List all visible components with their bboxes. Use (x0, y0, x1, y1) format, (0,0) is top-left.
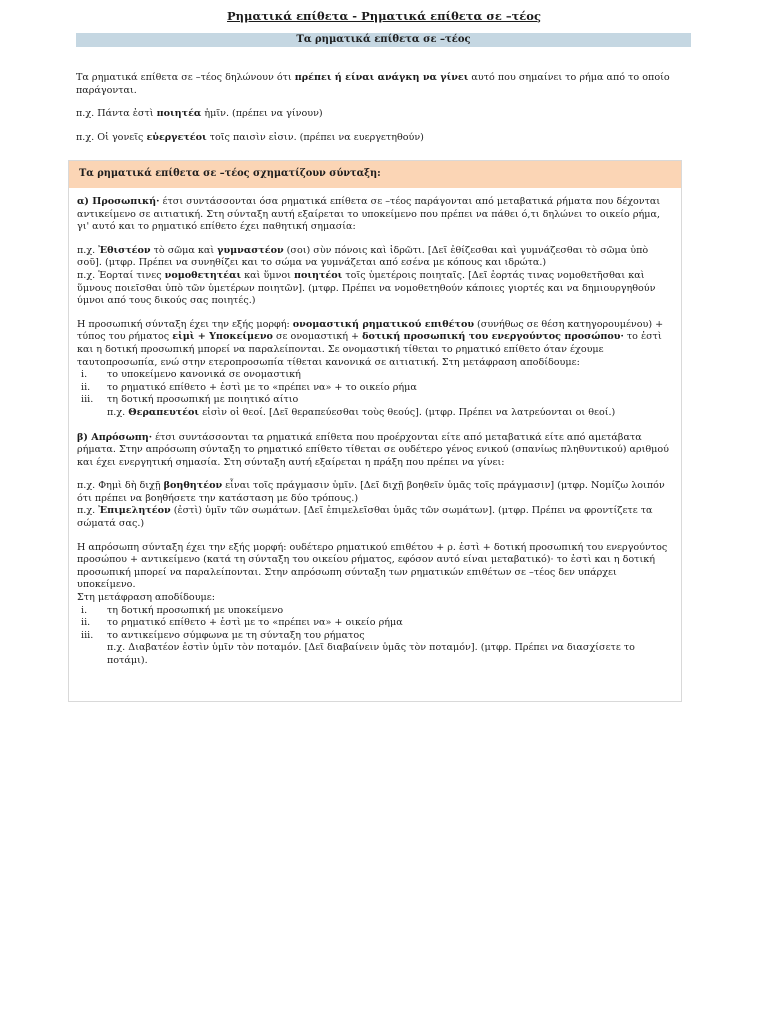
ex-a1-keyword-2: γυμναστέον (217, 244, 284, 256)
form-a-bold-d: εἰμὶ + Υποκείμενο (172, 331, 273, 343)
ex-b1-text: εἶναι τοῖς πράγμασιν ὑμῖν. [Δεῖ διχῇ βοηθεῖν ὑμᾶς τοῖς πράγμασιν] (μτφρ. Νομίζω λοιπόν ότι πρέπει να βοηθήσετε την κατάσταση με δύο τρόπους.) (77, 480, 665, 504)
list-item-text: το ρηματικό επίθετο + ἐστὶ με το «πρέπει να» + το οικείο ρήμα (107, 381, 417, 393)
intro-text-a: Τα ρηματικά επίθετα σε –τέος δηλώνουν ότι (76, 72, 295, 83)
ex-b2-prefix: π.χ. (77, 505, 99, 517)
syntax-box-heading: Τα ρηματικά επίθετα σε –τέος σχηματίζουν σύνταξη: (69, 161, 681, 188)
intro-example-2 (76, 132, 690, 145)
ex-a2-text-1: καὶ ὕμνοι (241, 269, 294, 281)
form-a-text-e: σε ονομαστική + (272, 331, 363, 343)
ex1-text-a: π.χ. Πάντα ἐστὶ (76, 108, 157, 120)
list-item (77, 605, 673, 618)
ex-a3-text: εἰσὶν οἱ θεοί. [Δεῖ θεραπεύεσθαι τοὺς θεούς]. (μτφρ. Πρέπει να λατρεύονται οι θεοί.) (199, 406, 616, 418)
ex-a1-text-1: τὸ σῶμα καὶ (150, 244, 218, 256)
ex-a2-keyword-2: ποιητέοι (293, 269, 343, 281)
list-item (77, 394, 673, 407)
ex-b1-keyword: βοηθητέον (163, 480, 223, 492)
personal-syntax-paragraph (77, 196, 673, 234)
ex-b2-text: (ἐστὶ) ὑμῖν τῶν σωμάτων. [Δεῖ ἐπιμελεῖσθαι ὑμᾶς τῶν σωμάτων]. (μτφρ. Πρέπει να φροντίζετε τα σώματά σας.) (77, 505, 653, 530)
section-subtitle: Τα ρηματικά επίθετα σε –τέος (76, 33, 691, 47)
list-number: i. (81, 369, 88, 381)
list-item-text: τη δοτική προσωπική με ποιητικό αίτιο (107, 394, 299, 406)
ex-a1-prefix: π.χ. (77, 244, 99, 256)
ex-a3-keyword: Θεραπευτέοι (128, 406, 200, 418)
syntax-box-body (69, 188, 681, 668)
impersonal-syntax-text: έτσι συντάσσονται τα ρηματικά επίθετα που προέρχονται είτε από μεταβατικά είτε από αμετάβατα ρήματα. Στην απρόσωπη σύνταξη το ρηματικό επίθετο τίθεται σε ουδέτερο γένος ενικού (σπανίως πληθυντικού) αριθμού και έχει ενεργητική σημασία. Στη σύνταξη αυτή εξαίρεται η πράξη που πρέπει να γίνει: (77, 431, 669, 468)
ex2-text-c: τοῖς παισὶν εἰσιν. (πρέπει να ευεργετηθούν) (206, 131, 424, 143)
list-number: ii. (81, 381, 91, 393)
page-title (0, 9, 768, 23)
intro-section (76, 72, 690, 155)
impersonal-syntax-label: β) Απρόσωπη· (77, 431, 153, 443)
personal-form-paragraph (77, 319, 673, 369)
list-number: ii. (81, 617, 91, 629)
form-a-bold-f: δοτική προσωπική του ενεργούντος προσώπου· (362, 331, 624, 343)
form-b-text: Η απρόσωπη σύνταξη έχει την εξής μορφή: ουδέτερο ρηματικού επιθέτου + ρ. ἐστὶ + δοτική προσωπική του ενεργούντος προσώπου + αντικείμενο (κατά τη σύνταξη του οικείου ρήματος, εφόσον αυτό είναι μεταβατικό)· το ἐστὶ και η δοτική προσωπική μπορεί να παραλείπονται. Στην απρόσωπη σύνταξη των ρηματικών επιθέτων σε –τέος δεν υπάρχει υποκείμενο. (77, 541, 668, 591)
syntax-box (68, 160, 682, 702)
list-item-text: το ρηματικό επίθετο + ἐστὶ με το «πρέπει να» + οικείο ρήμα (107, 617, 403, 629)
list-number: i. (81, 604, 88, 616)
form-a-text-g: το ἐστὶ και η δοτική προσωπική μπορεί να παραλείπονται. Σε ονομαστική τίθεται το ρηματικό επίθετο όταν έχουμε ταυτοπροσωπία, ενώ στην ετεροπροσωπία τίθεται κανονικά σε αιτιατική. Στη μετάφραση αποδίδουμε: (77, 331, 662, 368)
list-number: iii. (81, 629, 94, 641)
list-item (77, 369, 673, 382)
personal-syntax-text: έτσι συντάσσονται όσα ρηματικά επίθετα σε –τέος παράγονται από μεταβατικά ρήματα που δέχονται αντικείμενο σε αιτιατική. Στη σύνταξη αυτή εξαίρεται το υποκείμενο που πρέπει να πάθει ό,τι δηλώνει το οικείο ρήμα, γι' αυτό και το ρηματικό επίθετο έχει παθητική σημασία: (77, 196, 661, 233)
ex-b1-prefix: π.χ. Φημὶ δὴ διχῇ (77, 480, 164, 492)
intro-example-1 (76, 108, 690, 121)
ex-b2-keyword: Ἐπιμελητέον (98, 505, 171, 517)
impersonal-form-paragraph (77, 542, 673, 605)
ex-a1-keyword-1: Ἐθιστέον (98, 244, 151, 256)
form-a-text-a: Η προσωπική σύνταξη έχει την εξής μορφή: (77, 318, 293, 330)
list-example (77, 642, 673, 667)
ex-a2-keyword-1: νομοθετητέαι (164, 269, 242, 281)
list-item (77, 617, 673, 630)
ex-a2-prefix: π.χ. Ἑορταί τινες (77, 269, 165, 281)
list-number: iii. (81, 394, 94, 406)
personal-syntax-label: α) Προσωπική· (77, 196, 160, 207)
list-item (77, 382, 673, 395)
list-item-text: το υποκείμενο κανονικά σε ονομαστική (107, 369, 301, 381)
ex-a1-text-2: (σοι) σὺν πόνοις καὶ ἱδρῶτι. [Δεῖ ἐθίζεσθαι καὶ γυμνάζεσθαι τὸ σῶμα ὑπὸ σοῦ]. (μτφρ. Πρέπει να συνηθίζει και το σώμα να γυμνάζεται από εσένα με κόπους και ιδρώτα.) (77, 244, 649, 269)
impersonal-syntax-paragraph (77, 432, 673, 470)
ex2-keyword: εὐεργετέοι (146, 131, 207, 143)
ex-b3-text: π.χ. Διαβατέον ἐστὶν ὑμῖν τὸν ποταμόν. [Δεῖ διαβαίνειν ὑμᾶς τὸν ποταμόν]. (μτφρ. Πρέπει να διασχίσετε το ποτάμι). (107, 642, 635, 666)
personal-examples (77, 245, 673, 308)
translate-label: Στη μετάφραση αποδίδουμε: (77, 592, 215, 604)
intro-text-c: αυτό που σημαίνει το ρήμα από το οποίο παράγονται. (76, 72, 670, 96)
list-item (77, 630, 673, 643)
ex-a3-prefix: π.χ. (107, 406, 129, 418)
list-example (77, 407, 673, 420)
ex1-text-c: ἡμῖν. (πρέπει να γίνουν) (201, 108, 323, 120)
impersonal-translation-list (77, 605, 673, 668)
ex2-text-a: π.χ. Οἱ γονεῖς (76, 131, 147, 143)
personal-translation-list (77, 369, 673, 419)
ex-a2-text-2: τοῖς ὑμετέροις ποιηταῖς. [Δεῖ ἑορτάς τινας νομοθετῆσθαι καὶ ὕμνους ποιεῖσθαι ὑπὸ τῶν ὑμετέρων ποιητῶν]. (μτφρ. Πρέπει να νομοθετηθούν κάποιες γιορτές και να δημιουργηθούν ύμνοι από τους δικούς σας ποιητές.) (77, 269, 656, 307)
form-a-bold-b: ονομαστική ρηματικού επιθέτου (292, 318, 474, 330)
intro-paragraph (76, 72, 690, 97)
page-title-text: Ρηματικά επίθετα - Ρηματικά επίθετα σε –τέος (227, 9, 541, 23)
ex1-keyword: ποιητέα (156, 108, 202, 120)
form-a-text-c: (συνήθως σε θέση κατηγορουμένου) + τύπος του ρήματος (77, 318, 664, 343)
list-item-text: τη δοτική προσωπική με υποκείμενο (107, 604, 284, 616)
list-item-text: το αντικείμενο σύμφωνα με τη σύνταξη του ρήματος (107, 629, 365, 641)
intro-text-bold: πρέπει ή είναι ανάγκη να γίνει (294, 72, 469, 83)
impersonal-examples (77, 480, 673, 530)
